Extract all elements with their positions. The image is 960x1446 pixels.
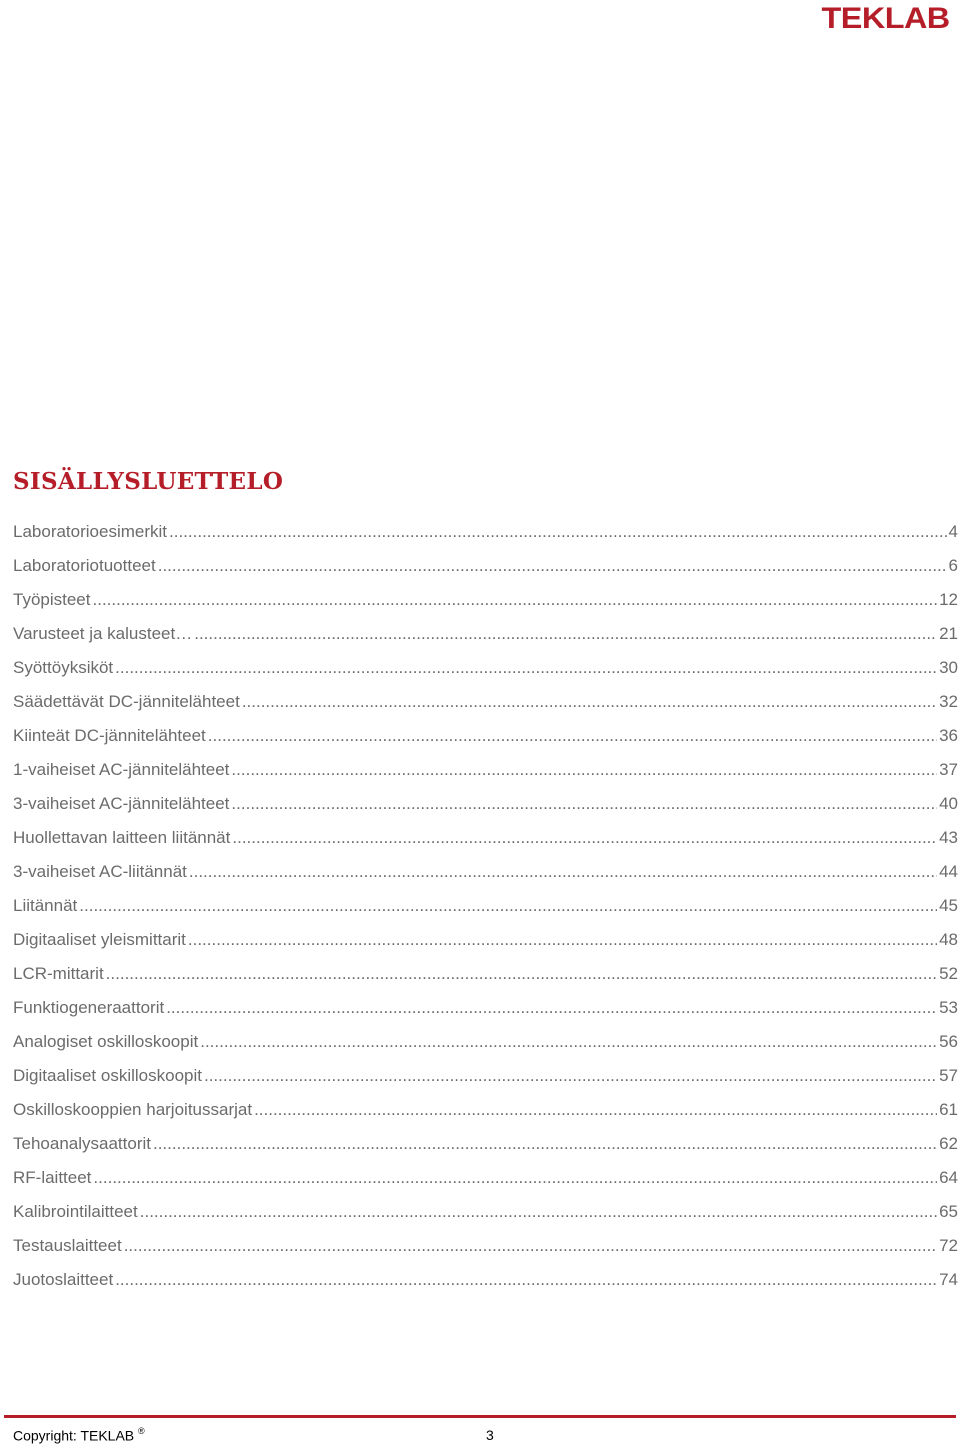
footer-page-number: 3 xyxy=(486,1427,494,1443)
toc-entry-label: Työpisteet xyxy=(13,590,91,609)
toc-dot-leader xyxy=(189,855,937,889)
toc-entry-page: 36 xyxy=(939,726,958,745)
toc-entry-page: 43 xyxy=(939,828,958,847)
footer-divider xyxy=(4,1415,956,1418)
toc-entry-label: Juotoslaitteet xyxy=(13,1270,114,1289)
toc-entry-label: Analogiset oskilloskoopit xyxy=(13,1032,199,1051)
toc-entry[interactable] xyxy=(13,1127,958,1161)
toc-entry[interactable] xyxy=(13,787,958,821)
toc-dot-leader xyxy=(106,957,937,991)
toc-entry-page: 65 xyxy=(939,1202,958,1221)
toc-entry[interactable] xyxy=(13,1263,958,1297)
toc-entry-page: 37 xyxy=(939,760,958,779)
toc-entry-label: Kalibrointilaitteet xyxy=(13,1202,138,1221)
toc-dot-leader xyxy=(232,821,937,855)
toc-entry[interactable] xyxy=(13,855,958,889)
toc-entry-label: LCR-mittarit xyxy=(13,964,104,983)
toc-entry[interactable] xyxy=(13,583,958,617)
toc-dot-leader xyxy=(140,1195,937,1229)
toc-entry-label: Varusteet ja kalusteet… xyxy=(13,624,193,643)
registered-mark: ® xyxy=(138,1426,145,1436)
toc-entry[interactable] xyxy=(13,1093,958,1127)
toc-entry-page: 4 xyxy=(948,522,958,541)
toc-entry-page: 56 xyxy=(939,1032,958,1051)
toc-entry[interactable] xyxy=(13,651,958,685)
toc-entry[interactable] xyxy=(13,753,958,787)
toc-entry-label: 3-vaiheiset AC-jännitelähteet xyxy=(13,794,230,813)
footer-copyright xyxy=(13,1427,145,1444)
toc-entry[interactable] xyxy=(13,821,958,855)
toc-dot-leader xyxy=(169,515,947,549)
toc-dot-leader xyxy=(204,1059,937,1093)
toc-entry-page: 30 xyxy=(939,658,958,677)
toc-dot-leader xyxy=(188,923,937,957)
toc-entry-label: Digitaaliset yleismittarit xyxy=(13,930,186,949)
toc-entry[interactable] xyxy=(13,923,958,957)
toc-entry-page: 53 xyxy=(939,998,958,1017)
toc-entry-page: 48 xyxy=(939,930,958,949)
toc-dot-leader xyxy=(242,685,937,719)
toc-entry[interactable] xyxy=(13,1161,958,1195)
toc-dot-leader xyxy=(153,1127,937,1161)
toc-entry-label: Funktiogeneraattorit xyxy=(13,998,165,1017)
toc-entry[interactable] xyxy=(13,515,958,549)
copyright-text: Copyright: TEKLAB xyxy=(13,1427,135,1444)
toc-entry-label: Liitännät xyxy=(13,896,78,915)
toc-entry-page: 64 xyxy=(939,1168,958,1187)
table-of-contents xyxy=(13,515,958,1297)
toc-entry-label: Testauslaitteet xyxy=(13,1236,122,1255)
toc-dot-leader xyxy=(166,991,937,1025)
toc-entry-label: Säädettävät DC-jännitelähteet xyxy=(13,692,240,711)
toc-entry-page: 44 xyxy=(939,862,958,881)
toc-entry-page: 6 xyxy=(948,556,958,575)
toc-entry-page: 61 xyxy=(939,1100,958,1119)
toc-entry[interactable] xyxy=(13,617,958,651)
toc-entry-page: 21 xyxy=(939,624,958,643)
toc-entry[interactable] xyxy=(13,719,958,753)
toc-dot-leader xyxy=(254,1093,937,1127)
toc-dot-leader xyxy=(93,1161,937,1195)
toc-entry[interactable] xyxy=(13,957,958,991)
toc-dot-leader xyxy=(231,753,937,787)
teklab-logo: TEKLAB xyxy=(821,2,950,35)
toc-dot-leader xyxy=(194,617,937,651)
toc-entry-label: Huollettavan laitteen liitännät xyxy=(13,828,231,847)
toc-entry[interactable] xyxy=(13,1229,958,1263)
toc-dot-leader xyxy=(124,1229,937,1263)
toc-entry[interactable] xyxy=(13,1059,958,1093)
toc-entry[interactable] xyxy=(13,991,958,1025)
toc-entry-label: Syöttöyksiköt xyxy=(13,658,114,677)
toc-dot-leader xyxy=(115,651,937,685)
toc-entry-label: 3-vaiheiset AC-liitännät xyxy=(13,862,187,881)
toc-entry[interactable] xyxy=(13,549,958,583)
toc-dot-leader xyxy=(208,719,937,753)
toc-entry-page: 32 xyxy=(939,692,958,711)
toc-entry-label: Kiinteät DC-jännitelähteet xyxy=(13,726,206,745)
toc-title: SISÄLLYSLUETTELO xyxy=(13,468,284,495)
toc-entry-page: 72 xyxy=(939,1236,958,1255)
toc-entry-label: Oskilloskooppien harjoitussarjat xyxy=(13,1100,253,1119)
toc-entry-page: 57 xyxy=(939,1066,958,1085)
toc-dot-leader xyxy=(231,787,937,821)
toc-entry-label: Laboratoriotuotteet xyxy=(13,556,156,575)
toc-dot-leader xyxy=(79,889,937,923)
toc-entry-page: 52 xyxy=(939,964,958,983)
toc-dot-leader xyxy=(115,1263,937,1297)
toc-entry-label: RF-laitteet xyxy=(13,1168,92,1187)
toc-entry-label: Laboratorioesimerkit xyxy=(13,522,168,541)
toc-entry[interactable] xyxy=(13,685,958,719)
toc-entry-page: 74 xyxy=(939,1270,958,1289)
toc-entry[interactable] xyxy=(13,889,958,923)
toc-entry-page: 45 xyxy=(939,896,958,915)
toc-entry-label: Digitaaliset oskilloskoopit xyxy=(13,1066,202,1085)
toc-entry[interactable] xyxy=(13,1025,958,1059)
toc-entry[interactable] xyxy=(13,1195,958,1229)
toc-dot-leader xyxy=(158,549,947,583)
toc-entry-page: 62 xyxy=(939,1134,958,1153)
toc-entry-page: 12 xyxy=(939,590,958,609)
toc-entry-label: Tehoanalysaattorit xyxy=(13,1134,151,1153)
toc-dot-leader xyxy=(200,1025,937,1059)
toc-entry-page: 40 xyxy=(939,794,958,813)
toc-entry-label: 1-vaiheiset AC-jännitelähteet xyxy=(13,760,230,779)
toc-dot-leader xyxy=(93,583,938,617)
